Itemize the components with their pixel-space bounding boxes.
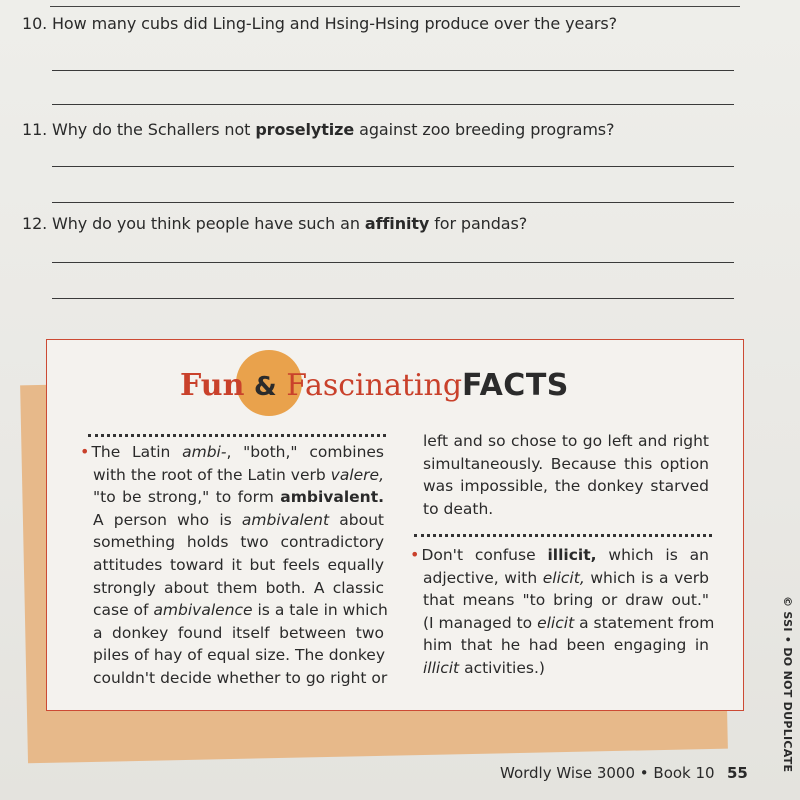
question-12: 12. Why do you think people have such an affinity for pandas? [22,214,528,233]
page-number: 55 [727,764,748,782]
vocab-word: ambivalent. [280,488,384,507]
fact-illicit: • Don't confuse illicit, which is an adjective, with elicit, which is a verb that means "to bring or draw out." (I managed to elicit a statement from him that he had been engaging in illicit activities.) [410,545,715,677]
question-10: 10. How many cubs did Ling-Ling and Hsing-Hsing produce over the years? [22,14,618,33]
answer-line[interactable] [52,262,734,263]
answer-line[interactable] [52,298,734,299]
fact-ambivalent-continued: left and so chose to go left and right simultaneously. Because this option was impossible, the donkey starved to death. [423,432,709,518]
book-title: Wordly Wise 3000 • Book 10 [500,764,715,782]
bullet-icon: • [80,442,90,461]
dotted-divider [414,534,712,537]
bullet-icon: • [410,545,420,564]
answer-line[interactable] [52,104,734,105]
answer-line[interactable] [52,166,734,167]
vocab-word: illicit, [547,546,597,564]
answer-line [50,6,740,7]
copyright-notice: © SSI • DO NOT DUPLICATE [781,596,794,773]
fact-ambivalent: • The Latin ambi-, "both," combines with the root of the Latin verb valere, "to be strong," to form ambivalent. A person who is ambivalent about something holds two contradictory attitudes toward it but feels equally strongly about them both. A classic case of ambivalence is a tale in which a donkey found itself between two piles of hay of equal size. The donkey couldn't decide whether to go right or [80,442,388,687]
vocab-word: proselytize [255,120,355,139]
answer-line[interactable] [52,70,734,71]
facts-title: Fun & FascinatingFACTS [180,368,569,403]
answer-line[interactable] [52,202,734,203]
vocab-word: affinity [364,214,430,233]
dotted-divider [88,434,386,437]
question-11: 11. Why do the Schallers not proselytize against zoo breeding programs? [22,120,615,139]
